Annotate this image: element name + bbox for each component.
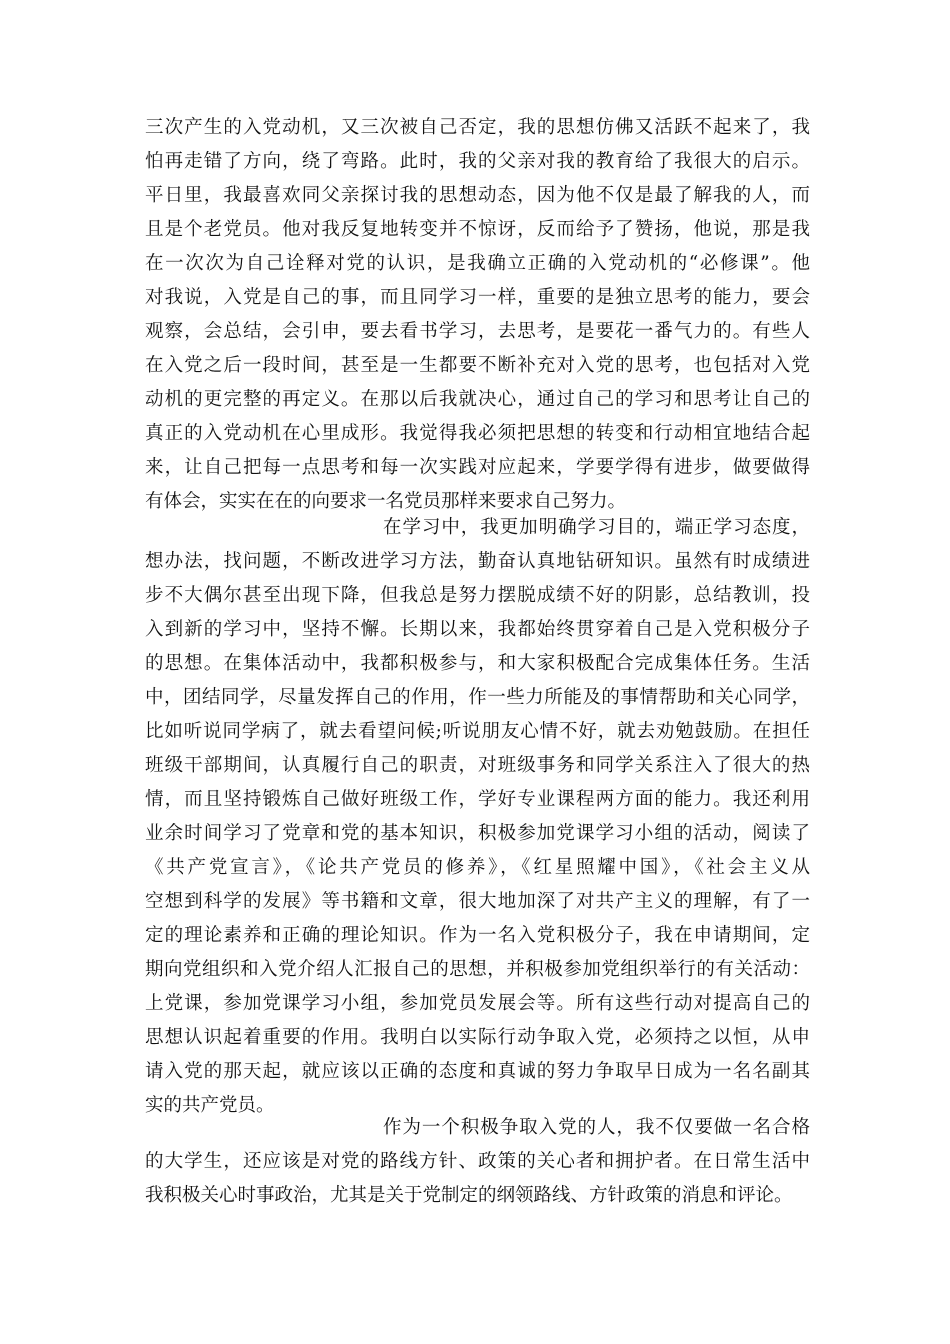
text-line: 实的共产党员。 — [145, 1095, 275, 1116]
text-line: 的思想。在集体活动中，我都积极参与，和大家积极配合完成集体任务。生活 — [145, 653, 810, 674]
text-line: 观察，会总结，会引申，要去看书学习，去思考，是要花一番气力的。有些人 — [145, 321, 810, 342]
text-line: 中，团结同学，尽量发挥自己的作用，作一些力所能及的事情帮助和关心同学， — [145, 687, 810, 708]
text-line: 我积极关心时事政治，尤其是关于党制定的纲领路线、方针政策的消息和评论。 — [145, 1185, 793, 1206]
paragraph-2 — [145, 511, 810, 1123]
text-line: 定的理论素养和正确的理论知识。作为一名入党积极分子，我在申请期间，定 — [145, 925, 810, 946]
text-line: 班级干部期间，认真履行自己的职责，对班级事务和同学关系注入了很大的热 — [145, 755, 810, 776]
text-line: 入到新的学习中，坚持不懈。长期以来，我都始终贯穿着自己是入党积极分子 — [145, 619, 810, 640]
text-line: 来，让自己把每一点思考和每一次实践对应起来，学要学得有进步，做要做得 — [145, 457, 810, 478]
paragraph-1 — [145, 111, 810, 519]
text-line: 情，而且坚持锻炼自己做好班级工作，学好专业课程两方面的能力。我还利用 — [145, 789, 810, 810]
text-line: 真正的入党动机在心里成形。我觉得我必须把思想的转变和行动相宜地结合起 — [145, 423, 810, 444]
text-line: 想办法，找问题，不断改进学习方法，勤奋认真地钻研知识。虽然有时成绩进 — [145, 551, 810, 572]
paragraph-3 — [145, 1111, 810, 1213]
text-line: 三次产生的入党动机，又三次被自己否定，我的思想仿佛又活跃不起来了，我 — [145, 117, 810, 138]
text-line: 业余时间学习了党章和党的基本知识，积极参加党课学习小组的活动，阅读了 — [145, 823, 810, 844]
text-line: 动机的更完整的再定义。在那以后我就决心，通过自己的学习和思考让自己的 — [145, 389, 810, 410]
text-line: 比如听说同学病了，就去看望问候;听说朋友心情不好，就去劝勉鼓励。在担任 — [145, 721, 810, 742]
text-line: 思想认识起着重要的作用。我明白以实际行动争取入党，必须持之以恒，从申 — [145, 1027, 810, 1048]
text-line: 《共产党宣言》，《论共产党员的修养》，《红星照耀中国》，《社会主义从 — [145, 857, 810, 878]
text-line: 对我说，入党是自己的事，而且同学习一样，重要的是独立思考的能力，要会 — [145, 287, 810, 308]
text-line: 且是个老党员。他对我反复地转变并不惊讶，反而给予了赞扬，他说，那是我 — [145, 219, 810, 240]
text-line: 上党课，参加党课学习小组，参加党员发展会等。所有这些行动对提高自己的 — [145, 993, 810, 1014]
text-line: 作为一个积极争取入党的人，我不仅要做一名合格 — [383, 1117, 810, 1138]
text-line: 有体会，实实在在的向要求一名党员那样来要求自己努力。 — [145, 491, 627, 512]
text-line: 怕再走错了方向，绕了弯路。此时，我的父亲对我的教育给了我很大的启示。 — [145, 151, 810, 172]
text-line: 在学习中，我更加明确学习目的，端正学习态度， — [383, 517, 810, 538]
text-line: 期向党组织和入党介绍人汇报自己的思想，并积极参加党组织举行的有关活动： — [145, 959, 810, 980]
text-line: 的大学生，还应该是对党的路线方针、政策的关心者和拥护者。在日常生活中 — [145, 1151, 810, 1172]
text-line: 步不大偶尔甚至出现下降，但我总是努力摆脱成绩不好的阴影，总结教训，投 — [145, 585, 810, 606]
text-line: 空想到科学的发展》等书籍和文章，很大地加深了对共产主义的理解，有了一 — [145, 891, 810, 912]
text-line: 平日里，我最喜欢同父亲探讨我的思想动态，因为他不仅是最了解我的人，而 — [145, 185, 810, 206]
text-line: 在入党之后一段时间，甚至是一生都要不断补充对入党的思考，也包括对入党 — [145, 355, 810, 376]
text-line: 请入党的那天起，就应该以正确的态度和真诚的努力争取早日成为一名名副其 — [145, 1061, 810, 1082]
text-line: 在一次次为自己诠释对党的认识，是我确立正确的入党动机的“必修课”。他 — [145, 253, 810, 274]
